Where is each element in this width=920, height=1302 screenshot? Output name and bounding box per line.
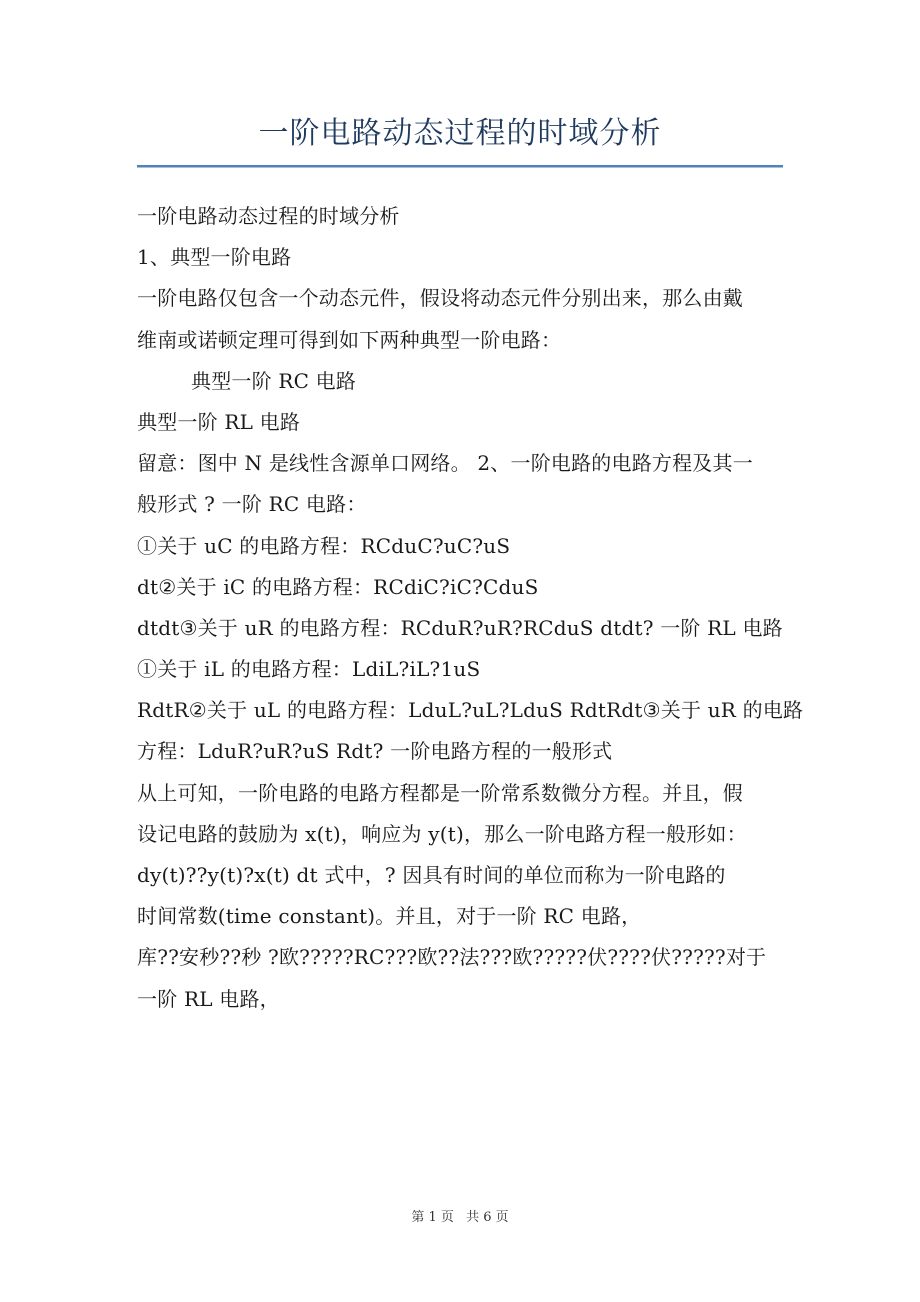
paragraph-line: 般形式 ? 一阶 RC 电路： [137,492,367,517]
paragraph-line: 一阶电路动态过程的时域分析 [137,204,400,228]
figure-caption-rc: 典型一阶 RC 电路 [191,368,357,393]
paragraph-line: 设记电路的鼓励为 x(t)，响应为 y(t)，那么一阶电路方程一般形如： [137,821,747,846]
title-divider [137,165,783,168]
figure-caption-rl: 典型一阶 RL 电路 [137,409,301,434]
document-body [137,196,804,1020]
section-heading: 1、典型一阶电路 [137,245,292,270]
equation-line: 方程：LduR?uR?uS Rdt? 一阶电路方程的一般形式 [137,739,613,764]
paragraph-line: 一阶 RL 电路， [137,986,280,1011]
equation-line: RdtR②关于 uL 的电路方程：LduL?uL?LduS RdtRdt③关于 uR 的电路 [137,698,804,723]
page-total: 共 6 页 [466,1210,509,1225]
page-footer [0,1206,920,1225]
equation-line: ①关于 iL 的电路方程：LdiL?iL?1uS [137,657,481,682]
page-number: 第 1 页 [411,1210,454,1225]
paragraph-line: 维南或诺顿定理可得到如下两种典型一阶电路： [137,327,562,352]
paragraph-line: 库??安秒??秒 ?欧?????RC???欧??法???欧?????伏????伏?????对于 [137,945,767,970]
page-title: 一阶电路动态过程的时域分析 [258,116,662,151]
equation-line: dtdt③关于 uR 的电路方程：RCduR?uR?RCduS dtdt? 一阶 RL 电路 [137,615,783,640]
paragraph-line: 时间常数(time constant)。并且，对于一阶 RC 电路， [137,904,642,929]
paragraph-line: 留意：图中 N 是线性含源单口网络。 2、一阶电路的电路方程及其一 [137,451,753,476]
paragraph-line: 一阶电路仅包含一个动态元件，假设将动态元件分别出来，那么由戴 [137,286,743,311]
paragraph-line: dy(t)??y(t)?x(t) dt 式中，? 因具有时间的单位而称为一阶电路的 [137,863,726,887]
equation-line: ①关于 uC 的电路方程：RCduC?uC?uS [137,533,511,558]
equation-line: dt②关于 iC 的电路方程：RCdiC?iC?CduS [137,574,539,599]
paragraph-line: 从上可知，一阶电路的电路方程都是一阶常系数微分方程。并且，假 [137,780,743,805]
